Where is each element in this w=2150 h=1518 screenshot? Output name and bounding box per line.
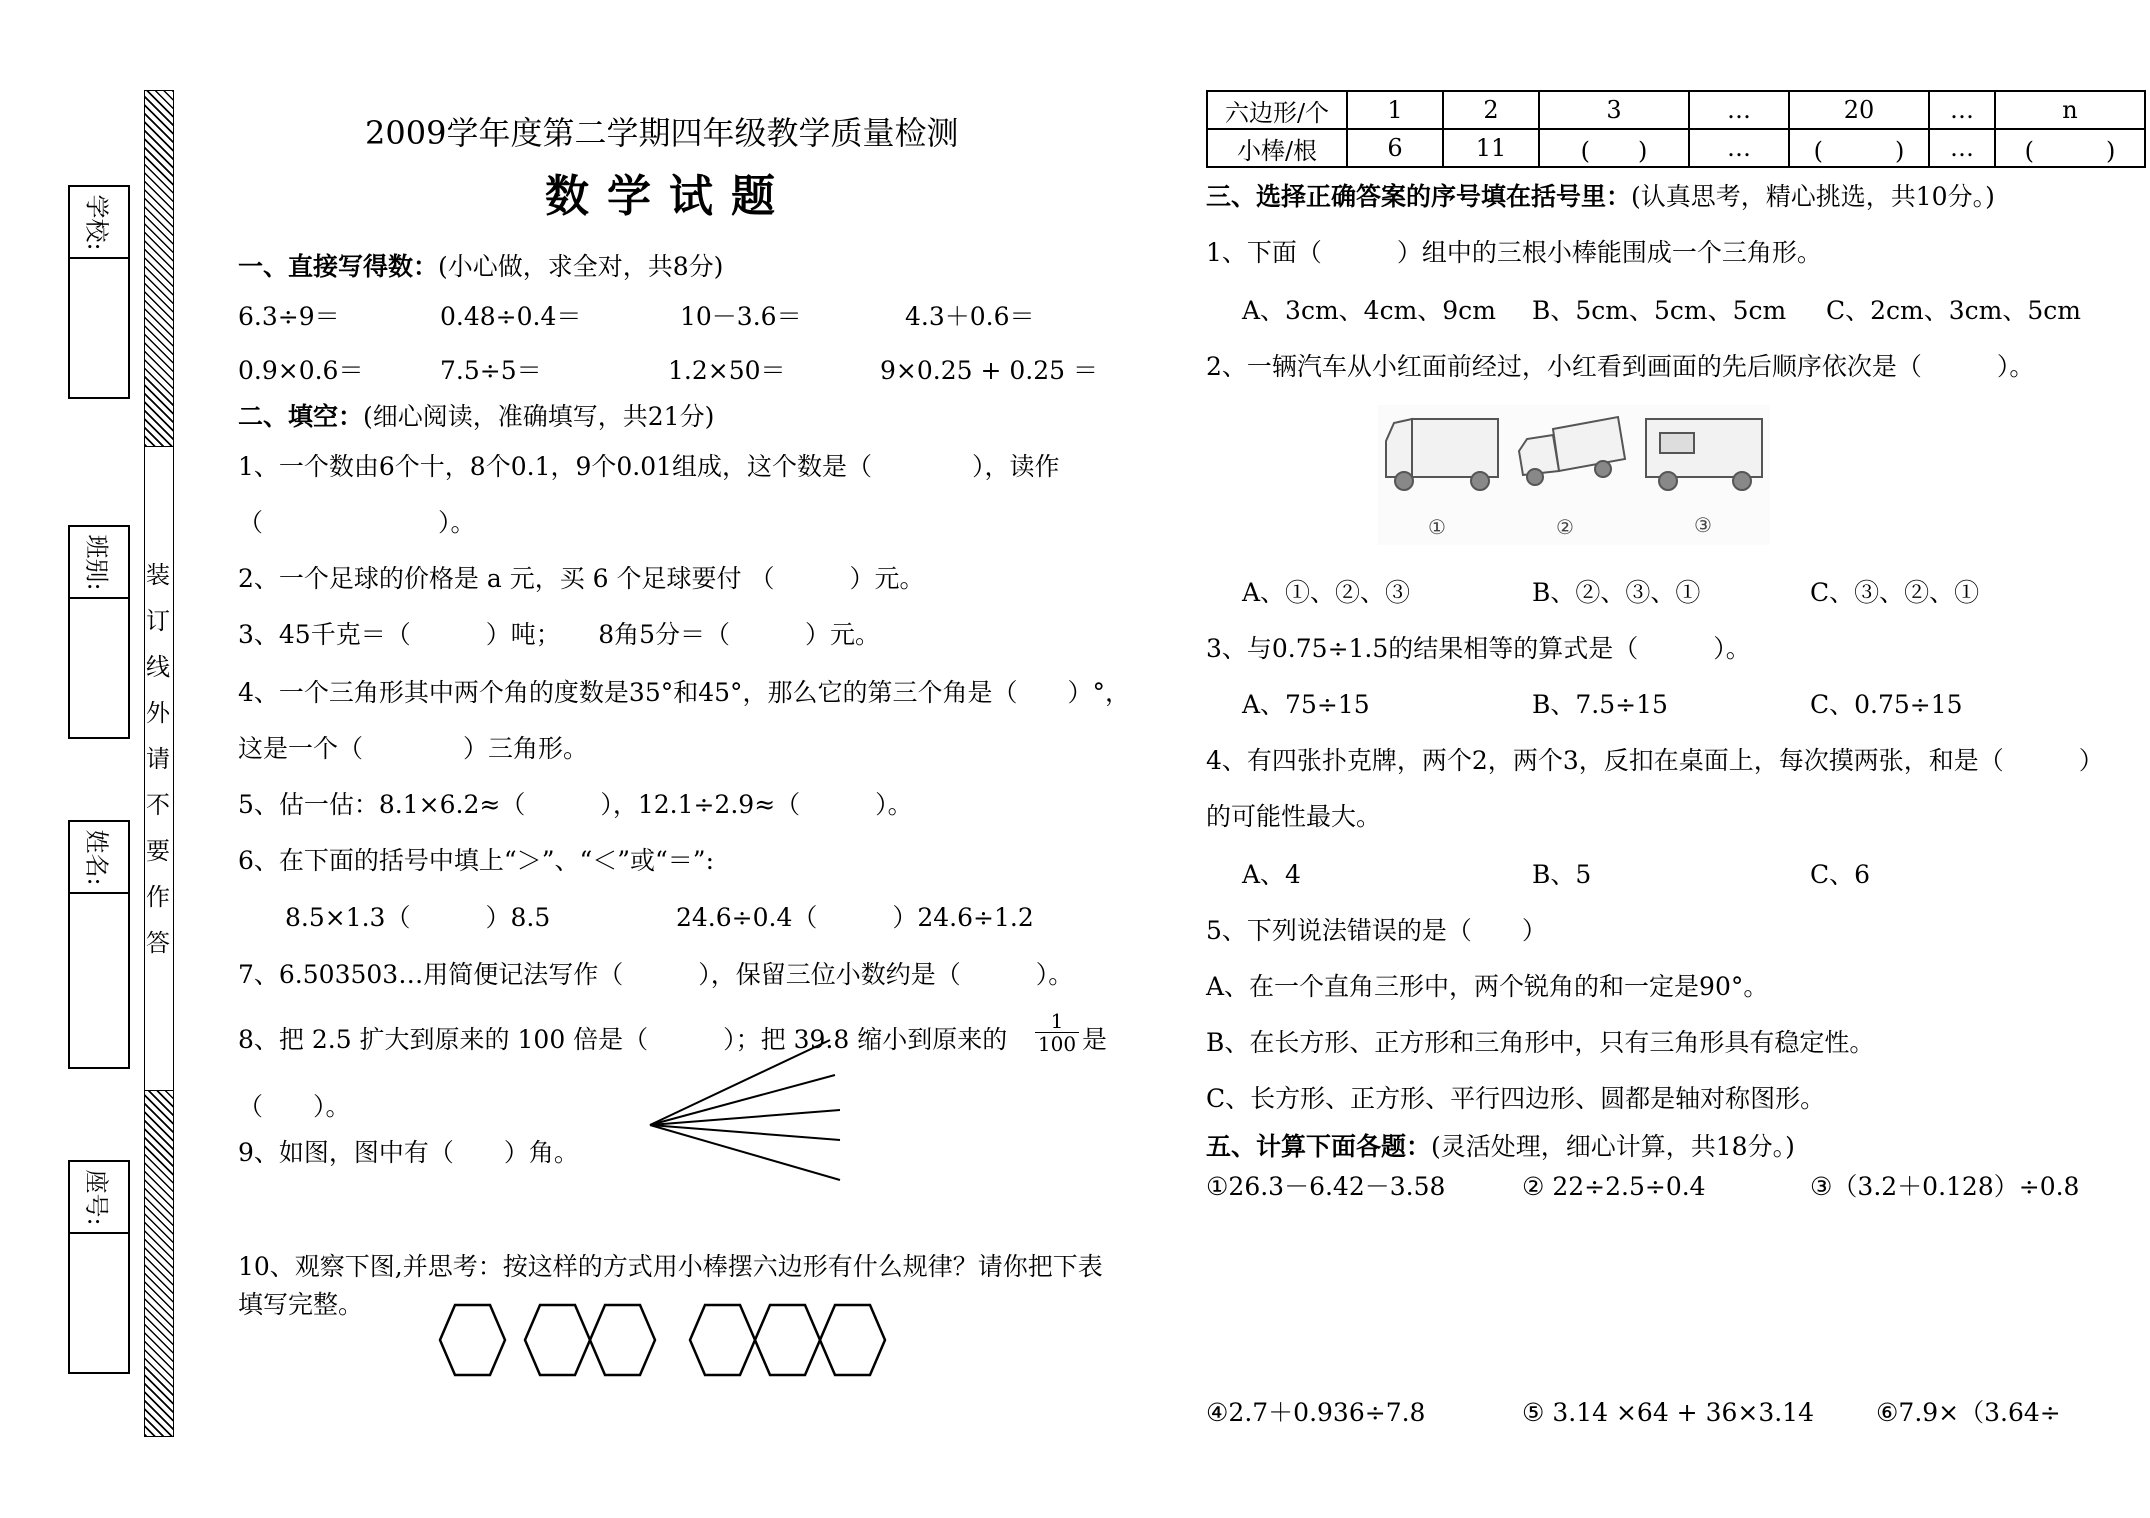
s1-item: 0.9×0.6＝ <box>238 356 364 385</box>
s2-q3: 3、45千克＝（ ）吨； 8角5分＝（ ）元。 <box>238 620 881 649</box>
table-cell: 2 <box>1443 91 1539 129</box>
s2-q8-cont: （ ）。 <box>238 1092 351 1121</box>
s3-q5-opt-c: C、长方形、正方形、平行四边形、圆都是轴对称图形。 <box>1206 1084 1826 1113</box>
fraction-numerator: 1 <box>1035 1010 1079 1033</box>
s2-q10: 10、观察下图,并思考：按这样的方式用小棒摆六边形有什么规律？请你把下表 <box>238 1252 1103 1281</box>
s3-q4-opt-c: C、6 <box>1810 860 1871 889</box>
s1-item: 4.3＋0.6＝ <box>905 302 1035 331</box>
s2-q6-a: 8.5×1.3（ ）8.5 <box>285 903 551 932</box>
truck-3-icon <box>1640 411 1770 496</box>
truck-label-1: ① <box>1428 515 1446 539</box>
truck-label-2: ② <box>1556 515 1574 539</box>
school-field[interactable] <box>68 185 130 399</box>
binding-hatch-bottom <box>144 1090 174 1437</box>
table-cell: … <box>1929 91 1995 129</box>
s2-q9: 9、如图，图中有（ ）角。 <box>238 1138 579 1167</box>
fraction <box>1035 1010 1079 1055</box>
s3-q1-opt-b: B、5cm、5cm、5cm <box>1532 296 1787 325</box>
table-cell[interactable]: ( ) <box>1789 129 1929 167</box>
truck-label-3: ③ <box>1694 513 1712 537</box>
s3-q1-opt-c: C、2cm、3cm、5cm <box>1826 296 2081 325</box>
table-cell: … <box>1689 129 1789 167</box>
s1-item: 6.3÷9＝ <box>238 302 340 331</box>
seat-field[interactable] <box>68 1160 130 1374</box>
binding-char: 线 <box>146 653 170 681</box>
hexagon-sticks-table <box>1206 90 2146 168</box>
s5-item: ⑤ 3.14 ×64 + 36×3.14 <box>1522 1398 1814 1427</box>
s1-item: 10－3.6＝ <box>680 302 802 331</box>
s3-q3-opt-b: B、7.5÷15 <box>1532 690 1668 719</box>
table-row <box>1207 91 2145 129</box>
s3-q4-opt-a: A、4 <box>1242 860 1301 889</box>
s2-q6-b: 24.6÷0.4（ ）24.6÷1.2 <box>676 903 1034 932</box>
s3-q2-opt-c: C、③、②、① <box>1810 578 1980 607</box>
name-field[interactable] <box>68 820 130 1069</box>
table-row <box>1207 129 2145 167</box>
binding-hatch-top <box>144 90 174 447</box>
binding-char: 不 <box>146 791 170 819</box>
truck-2-icon <box>1513 409 1633 494</box>
s5-item: ⑥7.9×（3.64÷ <box>1876 1398 2061 1427</box>
s3-q5-opt-a: A、在一个直角三形中，两个锐角的和一定是90°。 <box>1206 972 1769 1001</box>
s3-q1-opt-a: A、3cm、4cm、9cm <box>1242 296 1496 325</box>
s3-q3-opt-c: C、0.75÷15 <box>1810 690 1963 719</box>
s2-q4: 4、一个三角形其中两个角的度数是35°和45°，那么它的第三个角是（ ）°， <box>238 678 1131 707</box>
s3-q3: 3、与0.75÷1.5的结果相等的算式是（ ）。 <box>1206 634 1751 663</box>
hexagon-pattern <box>435 1295 895 1385</box>
section5-heading: 五、计算下面各题：(灵活处理，细心计算，共18分。) <box>1206 1132 1795 1161</box>
truck-1-icon <box>1382 411 1502 496</box>
name-label: 姓名: <box>82 828 111 886</box>
s3-q5: 5、下列说法错误的是（ ） <box>1206 916 1547 945</box>
exam-title: 2009学年度第二学期四年级教学质量检测 <box>365 114 959 152</box>
s5-item: ①26.3－6.42－3.58 <box>1206 1172 1446 1201</box>
s5-item: ④2.7＋0.936÷7.8 <box>1206 1398 1426 1427</box>
fraction-denominator: 100 <box>1037 1032 1077 1056</box>
section3-heading: 三、选择正确答案的序号填在括号里：(认真思考，精心挑选，共10分。) <box>1206 182 1995 211</box>
s2-q8-suffix: 是 <box>1082 1025 1108 1054</box>
binding-char: 答 <box>146 929 170 957</box>
table-cell: 6 <box>1347 129 1443 167</box>
table-cell: 1 <box>1347 91 1443 129</box>
seat-label: 座号: <box>82 1168 111 1226</box>
table-cell: 六边形/个 <box>1207 91 1347 129</box>
class-label: 班别: <box>82 533 111 591</box>
subject-title: 数学试题 <box>545 171 793 222</box>
section2-heading: 二、填空：(细心阅读，准确填写，共21分) <box>238 402 715 431</box>
binding-char: 装 <box>146 561 170 589</box>
s5-item: ② 22÷2.5÷0.4 <box>1522 1172 1706 1201</box>
table-cell[interactable]: ( ) <box>1539 129 1689 167</box>
s3-q1: 1、下面（ ）组中的三根小棒能围成一个三角形。 <box>1206 238 1822 267</box>
binding-char: 请 <box>146 745 170 773</box>
table-cell: 20 <box>1789 91 1929 129</box>
s2-q10-cont: 填写完整。 <box>238 1290 364 1319</box>
school-label: 学校: <box>82 193 111 251</box>
angle-rays-figure <box>640 1030 860 1190</box>
table-cell: n <box>1995 91 2145 129</box>
s1-item: 0.48÷0.4＝ <box>440 302 582 331</box>
s3-q4-opt-b: B、5 <box>1532 860 1592 889</box>
s2-q1: 1、一个数由6个十，8个0.1，9个0.01组成，这个数是（ ），读作 <box>238 452 1060 481</box>
s2-q2: 2、一个足球的价格是 a 元，买 6 个足球要付 （ ）元。 <box>238 564 925 593</box>
s5-item: ③（3.2＋0.128）÷0.8 <box>1810 1172 2080 1201</box>
binding-char: 作 <box>146 883 170 911</box>
table-cell: 3 <box>1539 91 1689 129</box>
s2-q8: 8、把 2.5 扩大到原来的 100 倍是（ ）；把 39.8 缩小到原来的 <box>238 1025 1008 1054</box>
binding-char: 订 <box>146 607 170 635</box>
s2-q5: 5、估一估：8.1×6.2≈（ ），12.1÷2.9≈（ ）。 <box>238 790 913 819</box>
section1-heading: 一、直接写得数：(小心做，求全对，共8分) <box>238 252 724 281</box>
s2-q7: 7、6.503503…用简便记法写作（ ），保留三位小数约是（ ）。 <box>238 960 1074 989</box>
s1-item: 1.2×50＝ <box>668 356 786 385</box>
binding-char: 外 <box>146 699 170 727</box>
s2-q6: 6、在下面的括号中填上“＞”、“＜”或“＝”: <box>238 846 715 875</box>
s3-q5-opt-b: B、在长方形、正方形和三角形中，只有三角形具有稳定性。 <box>1206 1028 1875 1057</box>
s3-q4: 4、有四张扑克牌，两个2，两个3，反扣在桌面上，每次摸两张，和是（ ） <box>1206 746 2104 775</box>
table-cell[interactable]: ( ) <box>1995 129 2145 167</box>
s3-q4-cont: 的可能性最大。 <box>1206 802 1382 831</box>
table-cell: 11 <box>1443 129 1539 167</box>
class-field[interactable] <box>68 525 130 739</box>
binding-char: 要 <box>146 837 170 865</box>
table-cell: 小棒/根 <box>1207 129 1347 167</box>
s1-item: 9×0.25 + 0.25 ＝ <box>880 356 1098 385</box>
s2-q4-cont: 这是一个（ ）三角形。 <box>238 734 589 763</box>
table-cell: … <box>1689 91 1789 129</box>
s1-item: 7.5÷5＝ <box>440 356 542 385</box>
table-cell: … <box>1929 129 1995 167</box>
truck-pictures <box>1378 405 1770 545</box>
s3-q2-opt-a: A、①、②、③ <box>1242 578 1411 607</box>
s3-q2-opt-b: B、②、③、① <box>1532 578 1701 607</box>
s2-q1-cont: （ ）。 <box>238 508 476 537</box>
s3-q3-opt-a: A、75÷15 <box>1242 690 1370 719</box>
s3-q2: 2、一辆汽车从小红面前经过，小红看到画面的先后顺序依次是（ ）。 <box>1206 352 2035 381</box>
